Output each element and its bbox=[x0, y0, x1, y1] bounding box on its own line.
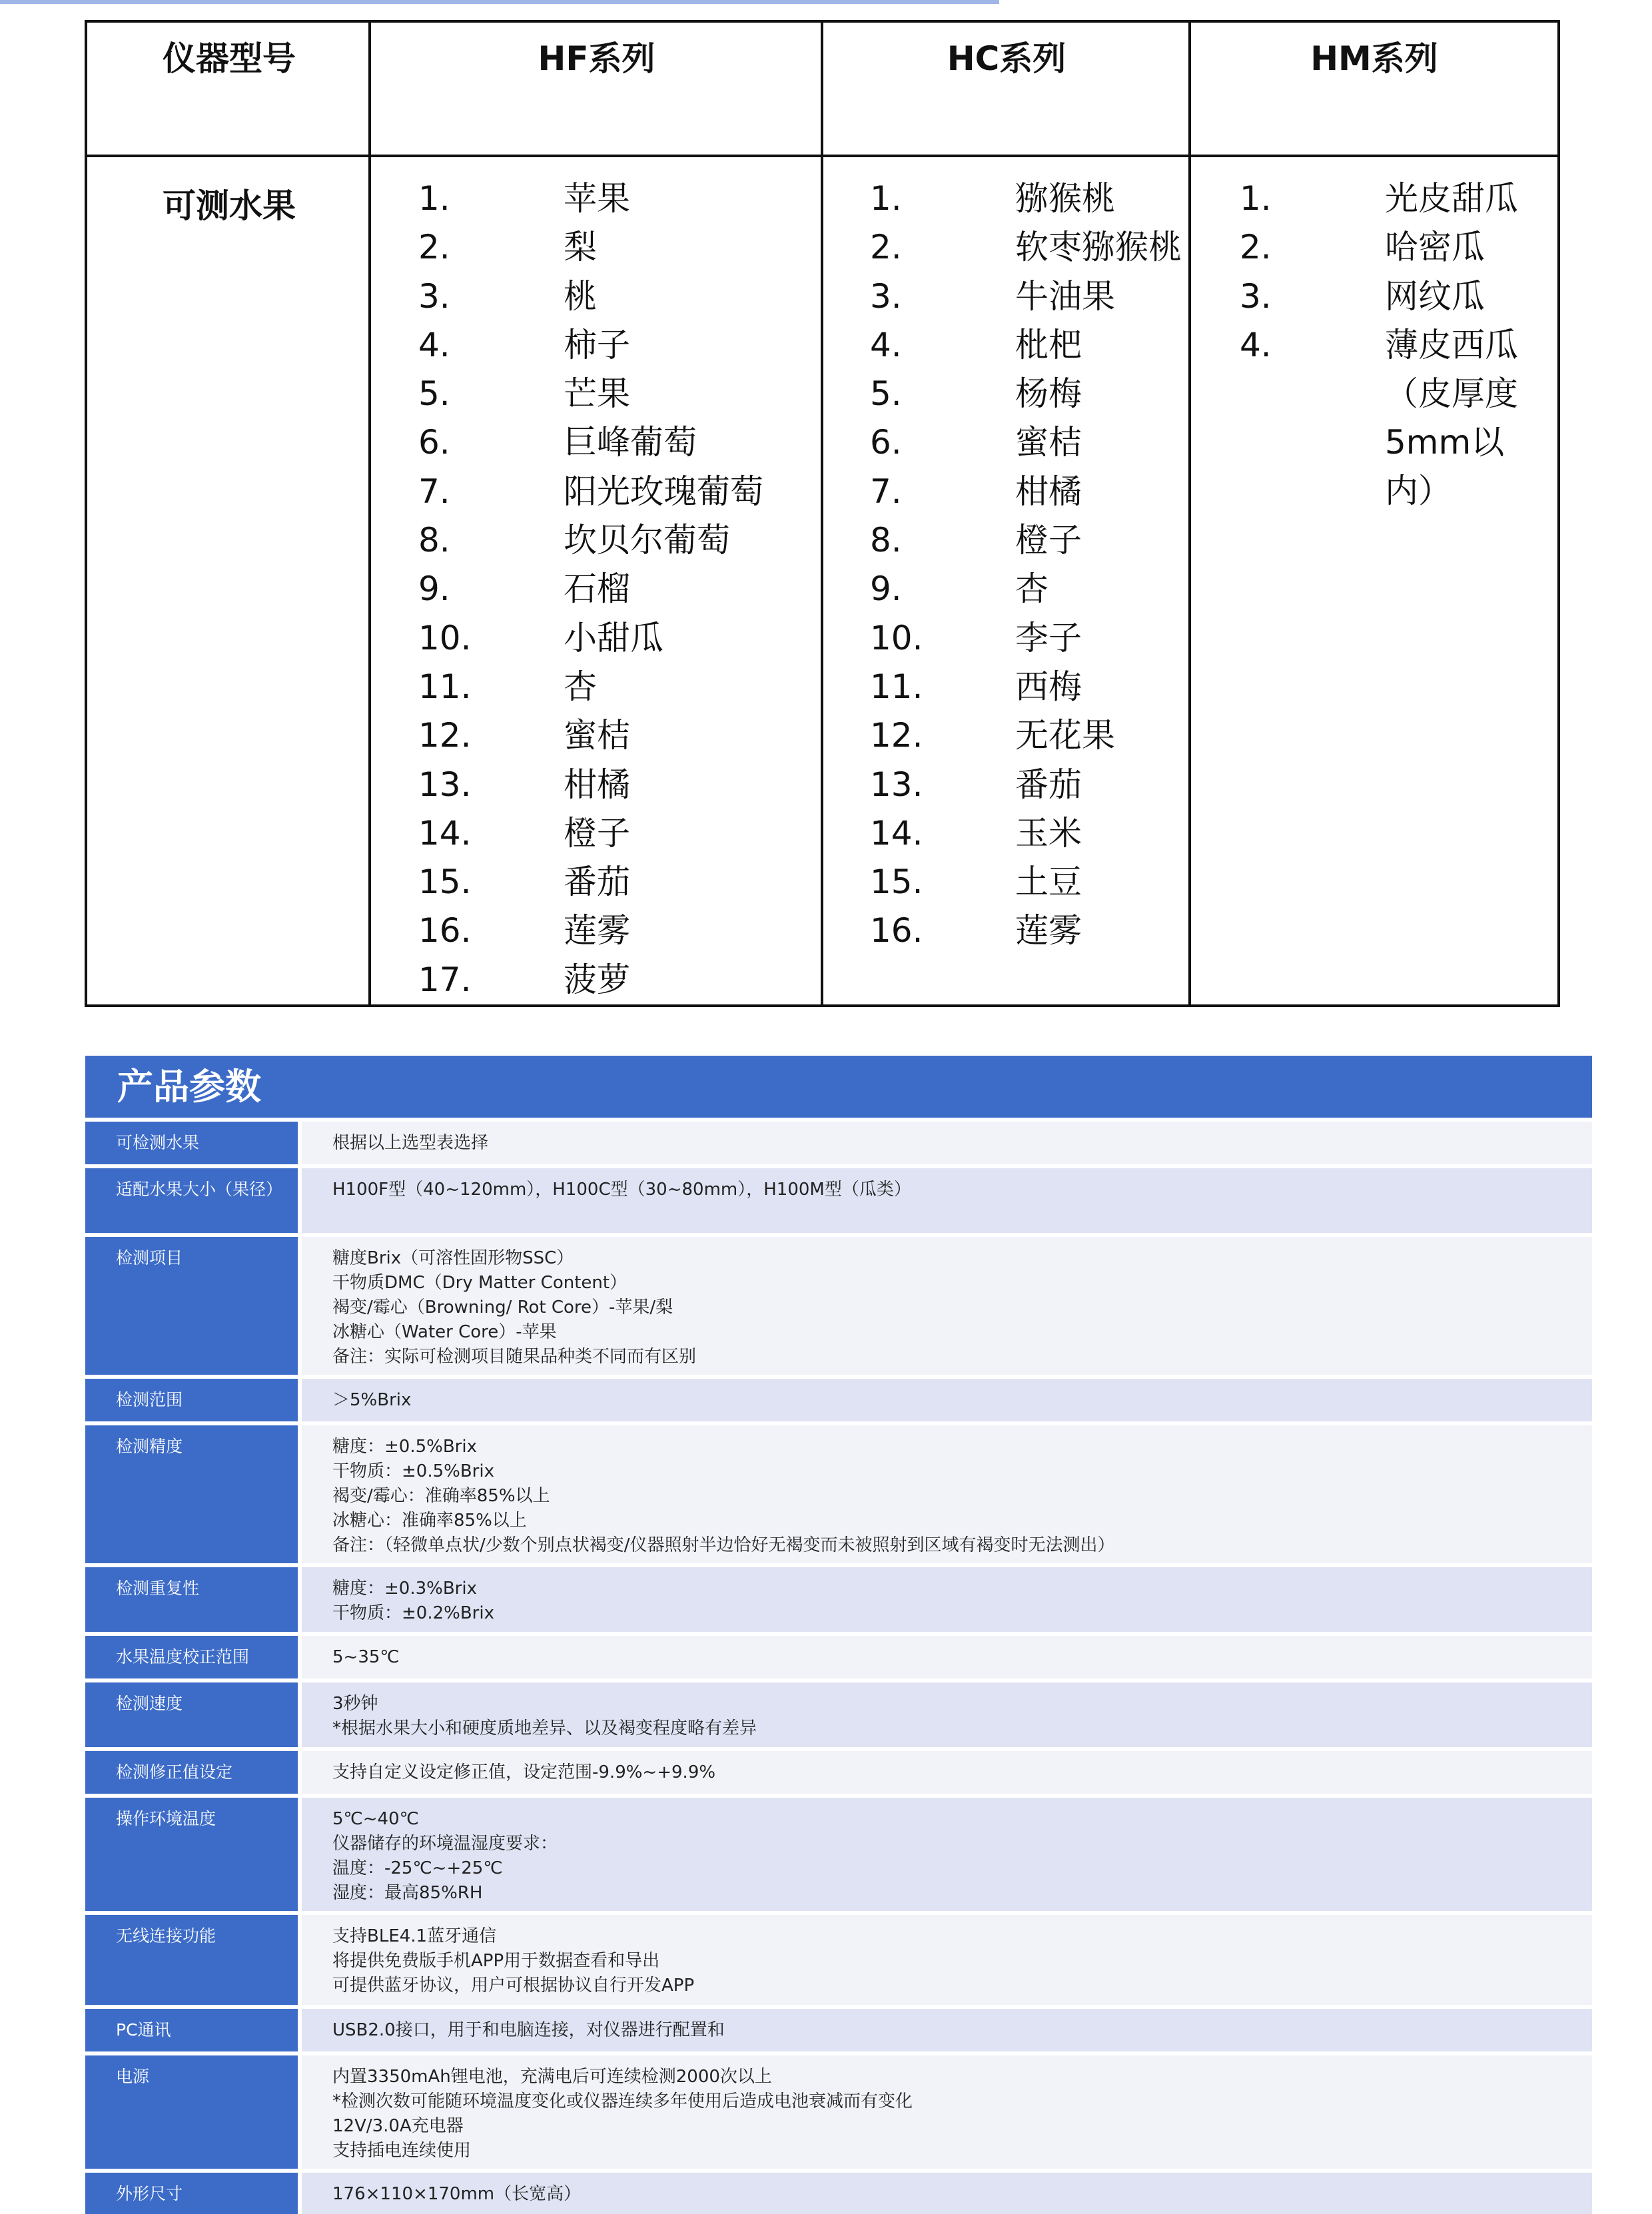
fruit-number: 8. bbox=[418, 521, 450, 560]
param-value-line: 冰糖心（Water Core）-苹果 bbox=[332, 1322, 557, 1342]
column-divider bbox=[1188, 23, 1191, 1004]
fruit-name: 猕猴桃 bbox=[1015, 179, 1115, 218]
param-key: 水果温度校正范围 bbox=[85, 1636, 302, 1678]
param-value bbox=[302, 1567, 1592, 1632]
fruit-list-item bbox=[418, 907, 818, 955]
fruit-list-item bbox=[418, 223, 818, 272]
fruit-list-item bbox=[418, 663, 818, 711]
params-title: 产品参数 bbox=[85, 1056, 1592, 1118]
param-value bbox=[302, 1682, 1592, 1747]
param-value-line: 备注：（轻微单点状/少数个别点状褐变/仪器照射半边恰好无褐变而未被照射到区域有褐变时无法测出） bbox=[332, 1535, 1115, 1555]
fruit-number: 5. bbox=[870, 374, 902, 414]
fruit-name: 莲雾 bbox=[1015, 911, 1082, 950]
param-value-line: 糖度：±0.3%Brix bbox=[332, 1579, 477, 1599]
fruit-name: 石榴 bbox=[564, 569, 630, 609]
param-value bbox=[302, 1122, 1592, 1164]
header-model: 仪器型号 bbox=[163, 39, 296, 78]
param-value bbox=[302, 2173, 1592, 2214]
fruit-name: 菠萝 bbox=[564, 960, 630, 999]
fruit-list-item bbox=[870, 858, 1186, 907]
fruit-number: 4. bbox=[1240, 325, 1272, 364]
fruit-number: 16. bbox=[418, 911, 472, 950]
fruit-name: 哈密瓜 bbox=[1385, 228, 1485, 267]
param-value bbox=[302, 1168, 1592, 1233]
param-key: 可检测水果 bbox=[85, 1122, 302, 1164]
fruit-number: 14. bbox=[418, 813, 472, 853]
param-value-line: 5℃~40℃ bbox=[332, 1809, 419, 1829]
fruit-name: 薄皮西瓜（皮厚度5mm以内） bbox=[1385, 325, 1518, 510]
fruit-name: 玉米 bbox=[1015, 813, 1082, 853]
fruit-list-item bbox=[418, 711, 818, 760]
param-key: 外形尺寸 bbox=[85, 2173, 302, 2214]
fruit-list-item bbox=[418, 272, 818, 321]
fruit-name: 蜜桔 bbox=[564, 716, 630, 755]
fruit-name: 橙子 bbox=[564, 813, 630, 853]
param-value-line: USB2.0接口，用于和电脑连接，对仪器进行配置和 bbox=[332, 2020, 725, 2040]
fruit-name: 番茄 bbox=[1015, 765, 1082, 804]
fruit-name: 坎贝尔葡萄 bbox=[564, 521, 730, 560]
param-key: 电源 bbox=[85, 2055, 302, 2169]
param-value-line: 支持插电连续使用 bbox=[332, 2141, 472, 2161]
param-row bbox=[85, 2051, 1592, 2169]
fruit-number: 9. bbox=[418, 569, 450, 609]
fruit-name: 柿子 bbox=[564, 325, 630, 364]
fruit-name: 土豆 bbox=[1015, 863, 1082, 902]
fruit-number: 6. bbox=[418, 423, 450, 462]
fruit-number: 7. bbox=[418, 472, 450, 511]
param-value-line: 将提供免费版手机APP用于数据查看和导出 bbox=[332, 1951, 660, 1971]
fruit-list-item bbox=[1240, 321, 1553, 510]
fruit-number: 10. bbox=[870, 618, 923, 657]
fruit-name: 杨梅 bbox=[1015, 374, 1082, 414]
param-row bbox=[85, 2005, 1592, 2051]
fruit-number: 16. bbox=[870, 911, 923, 950]
param-value-line: ＞5%Brix bbox=[332, 1390, 412, 1410]
fruit-list-item bbox=[418, 956, 818, 1004]
param-value-line: 3秒钟 bbox=[332, 1694, 378, 1714]
fruit-number: 3. bbox=[418, 276, 450, 316]
fruit-list-item bbox=[1240, 223, 1553, 272]
param-row bbox=[85, 1911, 1592, 2005]
column-divider bbox=[821, 23, 823, 1004]
fruit-number: 12. bbox=[870, 716, 923, 755]
fruit-number: 1. bbox=[1240, 179, 1272, 218]
hc-fruit-list bbox=[870, 175, 1186, 956]
fruit-name: 苹果 bbox=[564, 179, 630, 218]
fruit-list-item bbox=[870, 761, 1186, 809]
fruit-name: 网纹瓜 bbox=[1385, 276, 1485, 316]
param-key: 检测项目 bbox=[85, 1237, 302, 1375]
param-value-line: 支持BLE4.1蓝牙通信 bbox=[332, 1926, 497, 1946]
fruit-number: 2. bbox=[870, 228, 902, 267]
fruit-name: 蜜桔 bbox=[1015, 423, 1082, 462]
fruit-number: 2. bbox=[1240, 228, 1272, 267]
fruit-name: 李子 bbox=[1015, 618, 1082, 657]
fruit-list-item bbox=[870, 565, 1186, 613]
fruit-name: 无花果 bbox=[1015, 716, 1115, 755]
fruit-name: 牛油果 bbox=[1015, 276, 1115, 316]
fruit-list-item bbox=[870, 516, 1186, 565]
fruit-name: 梨 bbox=[564, 228, 597, 267]
param-value-line: *检测次数可能随环境温度变化或仪器连续多年使用后造成电池衰减而有变化 bbox=[332, 2091, 913, 2111]
fruit-name: 巨峰葡萄 bbox=[564, 423, 697, 462]
param-row bbox=[85, 1118, 1592, 1164]
fruit-list-item bbox=[418, 614, 818, 663]
fruit-name: 杏 bbox=[1015, 569, 1048, 609]
param-value-line: 可提供蓝牙协议，用户可根据协议自行开发APP bbox=[332, 1976, 695, 1996]
param-value-line: 干物质DMC（Dry Matter Content） bbox=[332, 1273, 627, 1293]
row-label-fruits: 可测水果 bbox=[163, 186, 296, 225]
param-value-line: 糖度：±0.5%Brix bbox=[332, 1437, 477, 1457]
fruit-list-item bbox=[870, 321, 1186, 370]
param-row bbox=[85, 1794, 1592, 1911]
param-value-line: 根据以上选型表选择 bbox=[332, 1133, 489, 1153]
header-divider bbox=[87, 155, 1557, 157]
param-value-line: 糖度Brix（可溶性固形物SSC） bbox=[332, 1248, 574, 1268]
fruit-list-item bbox=[870, 223, 1186, 272]
param-value-line: 仪器储存的环境温湿度要求： bbox=[332, 1834, 558, 1854]
fruit-list-item bbox=[418, 809, 818, 858]
fruit-number: 4. bbox=[418, 325, 450, 364]
param-value-line: 备注：实际可检测项目随果品种类不同而有区别 bbox=[332, 1347, 697, 1367]
param-key: 检测精度 bbox=[85, 1425, 302, 1563]
param-key: 适配水果大小（果径） bbox=[85, 1168, 302, 1233]
fruit-number: 9. bbox=[870, 569, 902, 609]
param-value-line: *根据水果大小和硬度质地差异、以及褐变程度略有差异 bbox=[332, 1718, 757, 1738]
fruit-list-item bbox=[418, 418, 818, 467]
fruit-list-item bbox=[418, 761, 818, 809]
param-row bbox=[85, 1164, 1592, 1233]
column-divider bbox=[368, 23, 371, 1004]
fruit-number: 7. bbox=[870, 472, 902, 511]
fruit-number: 6. bbox=[870, 423, 902, 462]
model-selection-table bbox=[85, 20, 1560, 1007]
param-key: PC通讯 bbox=[85, 2009, 302, 2051]
fruit-list-item bbox=[870, 711, 1186, 760]
fruit-list-item bbox=[870, 614, 1186, 663]
fruit-number: 3. bbox=[1240, 276, 1272, 316]
param-key: 检测修正值设定 bbox=[85, 1751, 302, 1794]
param-value-line: 内置3350mAh锂电池，充满电后可连续检测2000次以上 bbox=[332, 2067, 772, 2087]
fruit-list-item bbox=[870, 468, 1186, 516]
fruit-name: 番茄 bbox=[564, 863, 630, 902]
fruit-list-item bbox=[870, 907, 1186, 955]
fruit-number: 15. bbox=[870, 863, 923, 902]
top-accent-line bbox=[0, 0, 999, 4]
fruit-name: 小甜瓜 bbox=[564, 618, 663, 657]
fruit-number: 1. bbox=[418, 179, 450, 218]
param-value-line: 干物质：±0.2%Brix bbox=[332, 1603, 494, 1623]
fruit-number: 8. bbox=[870, 521, 902, 560]
param-value-line: 干物质：±0.5%Brix bbox=[332, 1461, 494, 1481]
fruit-name: 枇杷 bbox=[1015, 325, 1082, 364]
product-params-table bbox=[85, 1056, 1592, 2214]
param-row bbox=[85, 1563, 1592, 1632]
fruit-number: 10. bbox=[418, 618, 472, 657]
param-value bbox=[302, 1798, 1592, 1911]
param-value-line: 褐变/霉心（Browning/ Rot Core）-苹果/梨 bbox=[332, 1297, 673, 1317]
param-key: 无线连接功能 bbox=[85, 1915, 302, 2005]
fruit-number: 1. bbox=[870, 179, 902, 218]
param-key: 检测速度 bbox=[85, 1682, 302, 1747]
fruit-name: 西梅 bbox=[1015, 667, 1082, 706]
fruit-list-item bbox=[418, 468, 818, 516]
fruit-number: 17. bbox=[418, 960, 472, 999]
fruit-number: 12. bbox=[418, 716, 472, 755]
param-row bbox=[85, 1632, 1592, 1678]
fruit-number: 5. bbox=[418, 374, 450, 414]
param-value-line: 176×110×170mm（长宽高） bbox=[332, 2184, 582, 2204]
fruit-list-item bbox=[418, 175, 818, 223]
param-key: 操作环境温度 bbox=[85, 1798, 302, 1911]
fruit-number: 13. bbox=[418, 765, 472, 804]
fruit-number: 13. bbox=[870, 765, 923, 804]
param-value bbox=[302, 1915, 1592, 2005]
fruit-list-item bbox=[418, 858, 818, 907]
fruit-number: 15. bbox=[418, 863, 472, 902]
fruit-name: 杏 bbox=[564, 667, 597, 706]
fruit-name: 桃 bbox=[564, 276, 597, 316]
param-value-line: 支持自定义设定修正值，设定范围-9.9%~+9.9% bbox=[332, 1762, 716, 1782]
fruit-list-item bbox=[1240, 175, 1553, 223]
fruit-name: 软枣猕猴桃 bbox=[1015, 228, 1182, 267]
param-row bbox=[85, 1375, 1592, 1421]
param-row bbox=[85, 1678, 1592, 1747]
hm-fruit-list bbox=[1240, 175, 1553, 510]
params-rows bbox=[85, 1118, 1592, 2214]
fruit-number: 11. bbox=[870, 667, 923, 706]
param-key: 检测重复性 bbox=[85, 1567, 302, 1632]
param-value bbox=[302, 2009, 1592, 2051]
fruit-name: 芒果 bbox=[564, 374, 630, 414]
param-row bbox=[85, 1233, 1592, 1375]
param-value-line: 12V/3.0A充电器 bbox=[332, 2116, 464, 2136]
param-row bbox=[85, 2169, 1592, 2214]
param-value-line: 湿度：最高85%RH bbox=[332, 1883, 483, 1903]
fruit-list-item bbox=[870, 272, 1186, 321]
param-value bbox=[302, 1425, 1592, 1563]
param-value-line: H100F型（40~120mm），H100C型（30~80mm），H100M型（瓜类） bbox=[332, 1180, 911, 1200]
param-value bbox=[302, 1379, 1592, 1421]
param-value-line: 温度：-25℃~+25℃ bbox=[332, 1858, 503, 1878]
param-value-line: 冰糖心：准确率85%以上 bbox=[332, 1511, 527, 1531]
header-hm-series: HM系列 bbox=[1310, 39, 1438, 78]
header-hf-series: HF系列 bbox=[538, 39, 655, 78]
fruit-list-item bbox=[1240, 272, 1553, 321]
fruit-number: 4. bbox=[870, 325, 902, 364]
fruit-number: 2. bbox=[418, 228, 450, 267]
fruit-list-item bbox=[870, 175, 1186, 223]
fruit-name: 阳光玫瑰葡萄 bbox=[564, 472, 763, 511]
fruit-name: 柑橘 bbox=[564, 765, 630, 804]
fruit-number: 3. bbox=[870, 276, 902, 316]
fruit-list-item bbox=[418, 565, 818, 613]
param-value bbox=[302, 1237, 1592, 1375]
fruit-name: 柑橘 bbox=[1015, 472, 1082, 511]
fruit-list-item bbox=[418, 516, 818, 565]
fruit-list-item bbox=[870, 370, 1186, 418]
param-row bbox=[85, 1421, 1592, 1563]
fruit-list-item bbox=[870, 663, 1186, 711]
param-key: 检测范围 bbox=[85, 1379, 302, 1421]
param-value bbox=[302, 1636, 1592, 1678]
fruit-list-item bbox=[870, 809, 1186, 858]
fruit-name: 光皮甜瓜 bbox=[1385, 179, 1518, 218]
param-row bbox=[85, 1747, 1592, 1794]
fruit-number: 14. bbox=[870, 813, 923, 853]
fruit-list-item bbox=[418, 321, 818, 370]
param-value-line: 褐变/霉心：准确率85%以上 bbox=[332, 1486, 550, 1506]
param-value bbox=[302, 1751, 1592, 1794]
param-value-line: 5~35℃ bbox=[332, 1647, 400, 1667]
fruit-number: 11. bbox=[418, 667, 472, 706]
fruit-name: 橙子 bbox=[1015, 521, 1082, 560]
fruit-name: 莲雾 bbox=[564, 911, 630, 950]
fruit-list-item bbox=[870, 418, 1186, 467]
fruit-list-item bbox=[418, 370, 818, 418]
header-hc-series: HC系列 bbox=[947, 39, 1066, 78]
param-value bbox=[302, 2055, 1592, 2169]
hf-fruit-list bbox=[418, 175, 818, 1004]
